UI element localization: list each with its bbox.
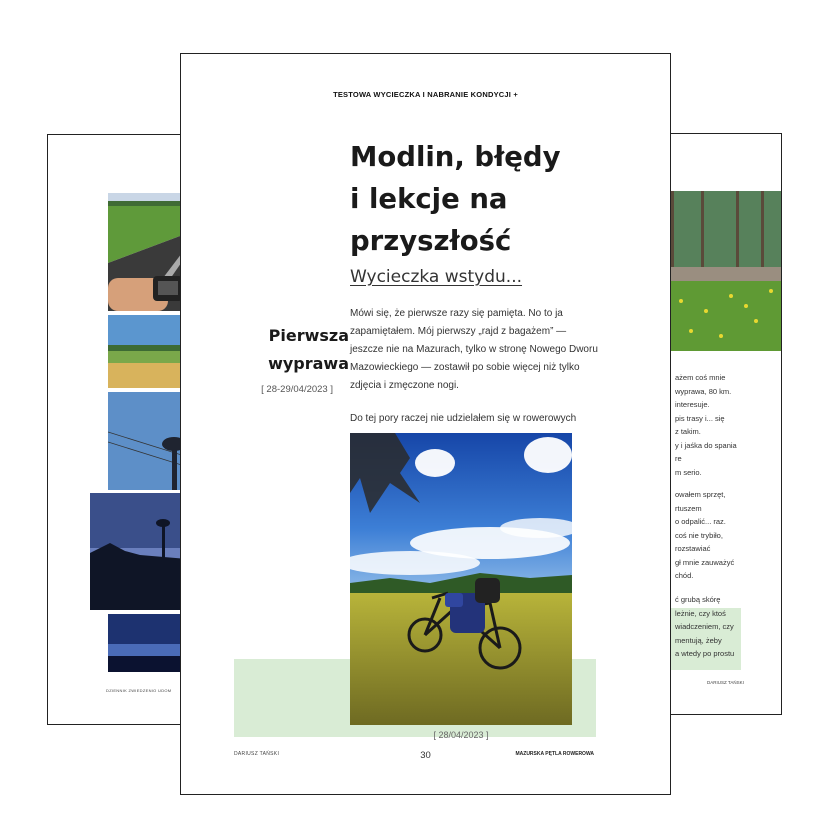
text-fragment: wyprawa, 80 km. <box>675 387 732 396</box>
body-text <box>350 305 600 443</box>
text-fragment: interesuje. <box>675 400 710 409</box>
forest-meadow-photo <box>661 191 782 351</box>
title-line: przyszłość <box>350 225 512 257</box>
text-fragment: coś nie trybiło, <box>675 531 723 540</box>
chapter-header: TESTOWA WYCIECZKA I NABRANIE KONDYCJI + <box>333 90 518 99</box>
section-title <box>229 322 349 378</box>
footer-author: DARIUSZ TAŃSKI <box>234 751 280 757</box>
text-fragment: chód. <box>675 571 694 580</box>
text-fragment: leżnie, czy ktoś <box>675 609 726 618</box>
paragraph: Do tej pory raczej nie udzielałem się w rowerowych <box>350 413 577 424</box>
footer-book-title: MAZURSKA PĘTLA ROWEROWA <box>515 751 594 757</box>
text-fragment: mentują, żeby <box>675 636 722 645</box>
dusk-photo <box>90 493 187 610</box>
section-title-line: Pierwsza <box>268 326 349 345</box>
back-page-right <box>660 133 782 715</box>
text-fragment: ć grubą skórę <box>675 595 721 604</box>
back-page-left <box>47 134 187 725</box>
photo-caption: [ 28/04/2023 ] <box>433 730 489 740</box>
text-fragment: z takim. <box>675 427 701 436</box>
text-fragment: y i jaśka do spania <box>675 441 737 450</box>
right-page-footer: DARIUSZ TAŃSKI <box>707 680 744 685</box>
text-fragment: rtuszem <box>675 504 702 513</box>
front-page <box>180 53 671 795</box>
field-road-photo <box>108 193 187 311</box>
night-sky-photo <box>108 614 187 672</box>
left-page-footer: DZIENNIK ZWIEDZENIO UDOM <box>106 688 172 693</box>
text-fragment: ażem coś mnie <box>675 373 726 382</box>
text-fragment: gł mnie zauważyć <box>675 558 735 567</box>
page-subtitle: Wycieczka wstydu... <box>350 267 523 287</box>
yellow-field-photo <box>108 315 187 388</box>
text-fragment: pis trasy i... się <box>675 414 725 423</box>
page-number: 30 <box>420 750 431 761</box>
title-line: i lekcje na <box>350 183 508 215</box>
text-fragment: m serio. <box>675 468 702 477</box>
bicycle-in-field-photo <box>350 433 572 725</box>
text-fragment: owałem sprzęt, <box>675 490 726 499</box>
text-fragment: o odpalić... raz. <box>675 517 726 526</box>
paragraph: Mówi się, że pierwsze razy się pamięta. No to ja zapamiętałem. Mój pierwszy „rajd z bagażem” — jeszcze nie na Mazurach, tylko w stronę Nowego Dworu Mazowieckiego — zostawił po sobie więcej niż tylko zdjęcia i zmęczone nogi. <box>350 308 598 391</box>
page-title <box>350 136 590 262</box>
text-fragment: rozstawiać <box>675 544 711 553</box>
text-fragment: re <box>675 454 682 463</box>
stork-nest-photo <box>108 392 187 490</box>
title-line: Modlin, błędy <box>350 141 561 173</box>
text-fragment: wiadczeniem, czy <box>675 622 734 631</box>
section-title-line: wyprawa <box>268 354 349 373</box>
section-date: [ 28-29/04/2023 ] <box>261 384 333 395</box>
text-fragment: a wtedy po prostu <box>675 649 735 658</box>
